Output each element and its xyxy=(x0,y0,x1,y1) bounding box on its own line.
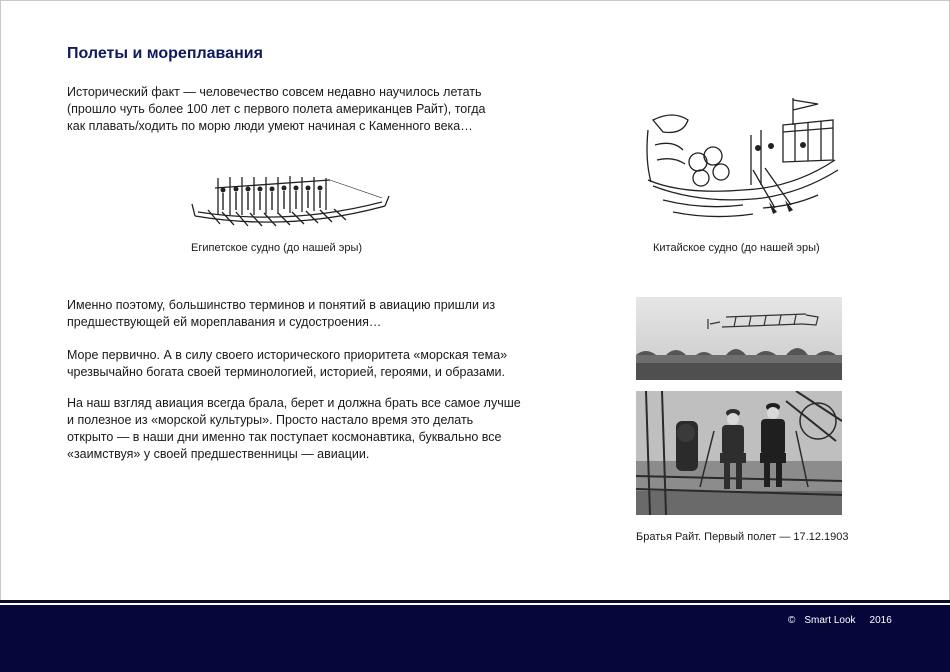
egyptian-ship-illustration xyxy=(190,168,390,228)
copyright-year: 2016 xyxy=(869,615,892,626)
copyright-notice xyxy=(788,615,892,626)
copyright-icon: © xyxy=(788,615,796,626)
wright-photo-caption: Братья Райт. Первый полет — 17.12.1903 xyxy=(636,531,849,543)
body-paragraph-1: Именно поэтому, большинство терминов и понятий в авиацию пришли из предшествующей ей мореплавания и судостроения… xyxy=(67,298,496,329)
egypt-ship-caption: Египетское судно (до нашей эры) xyxy=(191,242,363,254)
wright-brothers-photo xyxy=(636,391,842,515)
body-paragraph-3: На наш взгляд авиация всегда брала, берет и должна брать все самое лучше и полезное из «морской культуры». Просто настало время это делать открыто — в наши дни именно так поступает космонавтика, буквально все «заимствуя» у своей предшественницы — авиации. xyxy=(67,396,521,461)
page-title: Полеты и мореплавания xyxy=(67,45,263,62)
footer-divider xyxy=(0,600,950,603)
body-paragraph-2: Море первично. А в силу своего исторического приоритета «морская тема» чрезвычайно богата своей терминологией, историей, героями, и образами. xyxy=(67,348,508,379)
brand-name: Smart Look xyxy=(804,615,856,626)
wright-flyer-photo xyxy=(636,297,842,380)
chinese-ship-illustration xyxy=(643,90,843,225)
china-ship-caption: Китайское судно (до нашей эры) xyxy=(653,242,820,254)
intro-paragraph: Исторический факт — человечество совсем недавно научилось летать (прошло чуть более 100 лет с первого полета американцев Райт), тогда как плавать/ходить по морю люди умеют начиная с Каменного века… xyxy=(67,85,486,133)
